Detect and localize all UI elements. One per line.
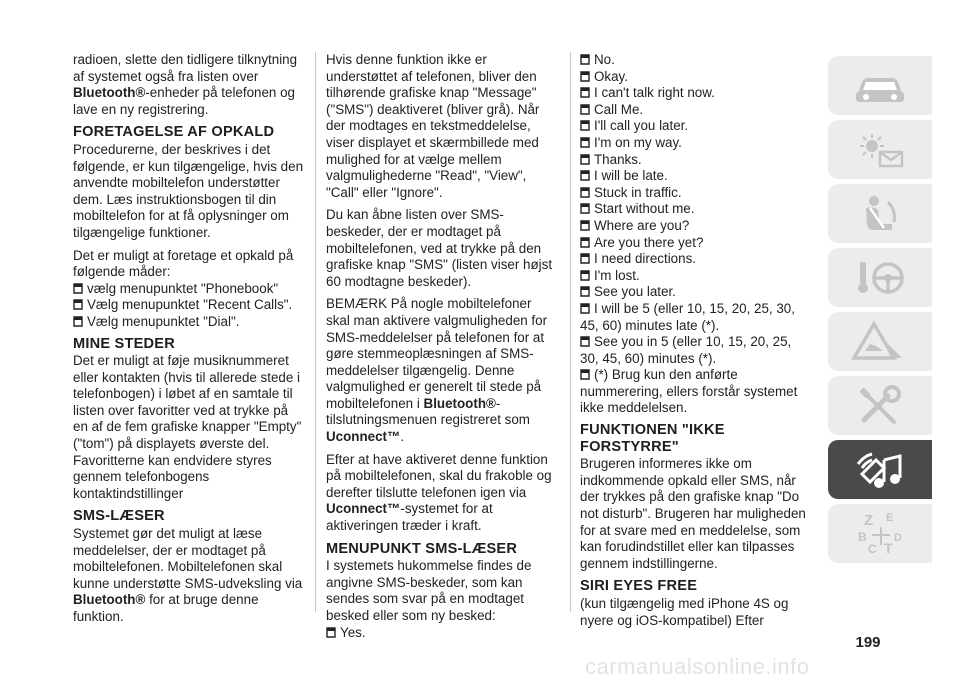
text-column-1 [73,52,303,632]
list-item: vælg menupunktet "Phonebook" [73,281,303,298]
page-number: 199 [855,634,881,651]
mine-steder-paragraph: Det er muligt at føje musiknummeret eller kontakten (hvis til allerede stede i telefonbogen) i løbet af en samtale til listen over favoritter ved at trykke på en af de fem grafiske knapper "Empty" ("tom") på displayets øverste del. Favoritterne kan endvidere styres gennem telefonbogens kontaktindstillinger [73,353,302,501]
intro-text: radioen, slette den tidligere tilknytning af systemet også fra listen over [73,52,298,84]
tab-warning-triangle[interactable] [828,312,932,371]
checkbox-icon [580,119,590,131]
checkbox-icon [73,315,83,327]
methods-paragraph: Det er muligt at foretage et opkald på følgende måder: [73,247,294,280]
checkbox-icon [580,302,590,314]
checkbox-icon [580,153,590,165]
note-paragraph: BEMÆRK På nogle mobiltelefoner skal man aktivere valgmuligheden for SMS-meddelelser på telefonen for at gøre stemmeoplæsningen af SMS-meddelelser tilgængelig. Denne valgmulighed er generelt til stede på mobiltelefonen i Bluetooth®-tilslutningsmenuen registreret som Uconnect™. [326,296,548,445]
heading-siri: SIRI EYES FREE [580,578,698,595]
list-item: Stuck in traffic. [580,185,812,202]
heading-foretagelse: FORETAGELSE AF OPKALD [73,124,275,141]
checkbox-icon [580,169,590,181]
bluetooth-term: Bluetooth® [73,592,146,608]
tab-car-dashboard[interactable] [828,56,932,115]
checkbox-icon [580,53,590,65]
siri-paragraph: (kun tilgængelig med iPhone 4S og nyere og iOS-kompatibel) Efter [580,596,789,628]
memory-paragraph: I systemets hukommelse findes de angivne SMS-beskeder, som kan sendes som svar på en modtaget besked eller som ny besked: [326,558,532,623]
ikke-forstyrre-paragraph: Brugeren informeres ikke om indkommende opkald eller SMS, når der trykkes på den grafiske knap "Do not disturb". Brugeren har muligheden for at svare med en meddelelse, som kan forudindstillet eller kan tilpasses gennem indstillingerne. [580,456,806,571]
list-item: See you in 5 (eller 10, 15, 20, 25, 30, 45, 60) minutes (*). [580,334,792,366]
index-letter: C [868,541,877,556]
list-item: Start without me. [580,201,812,218]
list-item: Okay. [580,69,812,86]
intro-text-end: -enheder på telefonen og lave en ny registrering. [73,85,295,117]
service-tools-icon [850,384,910,428]
call-methods-list [73,281,303,331]
checkbox-icon [580,252,590,264]
text-column-2 [326,52,558,641]
sms-paragraph: Systemet gør det muligt at læse meddelelser, der er modtaget på mobiltelefonen. Mobiltelefonen skal kunne understøtte SMS-udveksling via Bluetooth® for at bruge denne funktion. [73,526,303,624]
steering-key-icon [850,256,910,300]
seat-safety-icon [850,192,910,236]
column-divider-1 [315,52,316,612]
list-item: I'm on my way. [580,135,812,152]
heading-ikke-forstyrre: FUNKTIONEN "IKKE FORSTYRRE" [580,422,725,455]
checkbox-icon [580,219,590,231]
checkbox-icon [580,136,590,148]
checkbox-icon [580,186,590,198]
bluetooth-term: Bluetooth® [73,85,146,101]
list-item: I'll call you later. [580,118,812,135]
checkbox-icon [580,285,590,297]
checkbox-icon [580,70,590,82]
checkbox-icon [580,86,590,98]
tab-index[interactable] [828,504,932,563]
list-item: Where are you? [580,218,812,235]
list-item: (*) Brug kun den anførte nummerering, ellers forstår systemet ikke meddelelsen. [580,367,798,416]
car-dashboard-icon [850,64,910,108]
warning-triangle-icon [850,320,910,364]
list-item: I will be late. [580,168,812,185]
tab-steering-key[interactable] [828,248,932,307]
text-column-3 [580,52,812,635]
activation-paragraph: Efter at have aktiveret denne funktion på mobiltelefonen, skal du frakoble og derefter tilslutte telefonen igen via Uconnect™-systemet for at aktiveringen træder i kraft. [326,451,552,534]
list-item: Call Me. [580,102,812,119]
bluetooth-term: Bluetooth® [423,395,496,411]
list-item: I'm lost. [580,268,812,285]
heading-sms-laeser: SMS-LÆSER [73,508,165,525]
checkbox-icon [580,368,590,380]
uconnect-term: Uconnect™ [326,429,401,445]
sms-list-paragraph: Du kan åbne listen over SMS-beskeder, der er modtaget på mobiltelefonen, ved at trykke på den grafiske knap "SMS" (listen viser højst 60 modtagne beskeder). [326,207,553,289]
checkbox-icon [73,298,83,310]
column-divider-2 [570,52,571,612]
index-letter: T [884,539,893,556]
warning-lights-icon [850,128,910,172]
chapter-tabs [828,56,932,568]
index-letter: B [858,529,867,544]
tab-seat-safety[interactable] [828,184,932,243]
index-letter: Z [864,511,874,529]
list-item: I need directions. [580,251,812,268]
index-letters-icon [850,509,910,559]
tab-warning-lights[interactable] [828,120,932,179]
checkbox-icon [73,282,83,294]
procedures-paragraph: Procedurerne, der beskrives i det følgende, er kun tilgængelige, hvis den anvendte mobiltelefon understøtter dem. Læs instruktionsbogen til din mobiltelefon for at få oplysninger om tilgængelige funktioner. [73,141,304,240]
checkbox-icon [580,202,590,214]
list-item: Thanks. [580,152,812,169]
list-item: See you later. [580,284,812,301]
list-item: Yes. [326,625,558,642]
list-item: I can't talk right now. [580,85,812,102]
index-letter: D [894,531,902,544]
heading-menupunkt: MENUPUNKT SMS-LÆSER [326,540,518,557]
sms-replies-list [580,52,812,417]
sms-support-paragraph: Hvis denne funktion ikke er understøttet af telefonen, bliver den tilhørende grafiske knap "Message" ("SMS") deaktiveret (bliver grå). Når der modtages en tekstmeddelelse, viser displayet et skærmbillede med mulighed for at vælge mellem valgmulighederne "Read", "View", "Call" eller "Ignore". [326,52,540,200]
list-item: No. [580,52,812,69]
list-item: Vælg menupunktet "Dial". [73,314,303,331]
tab-multimedia[interactable] [828,440,932,499]
list-item: I will be 5 (eller 10, 15, 20, 25, 30, 45, 60) minutes late (*). [580,300,795,333]
intro-paragraph [73,52,303,118]
uconnect-term: Uconnect™ [326,501,401,517]
checkbox-icon [580,335,590,347]
index-letter: E [886,511,894,524]
list-item: Vælg menupunktet "Recent Calls". [73,297,303,314]
tab-service-tools[interactable] [828,376,932,435]
checkbox-icon [580,103,590,115]
checkbox-icon [580,236,590,248]
watermark: carmanualsonline.info [585,654,810,679]
checkbox-icon [580,269,590,281]
multimedia-icon [850,446,910,494]
checkbox-icon [326,626,336,638]
heading-mine-steder: MINE STEDER [73,335,175,352]
list-item: Are you there yet? [580,235,812,252]
